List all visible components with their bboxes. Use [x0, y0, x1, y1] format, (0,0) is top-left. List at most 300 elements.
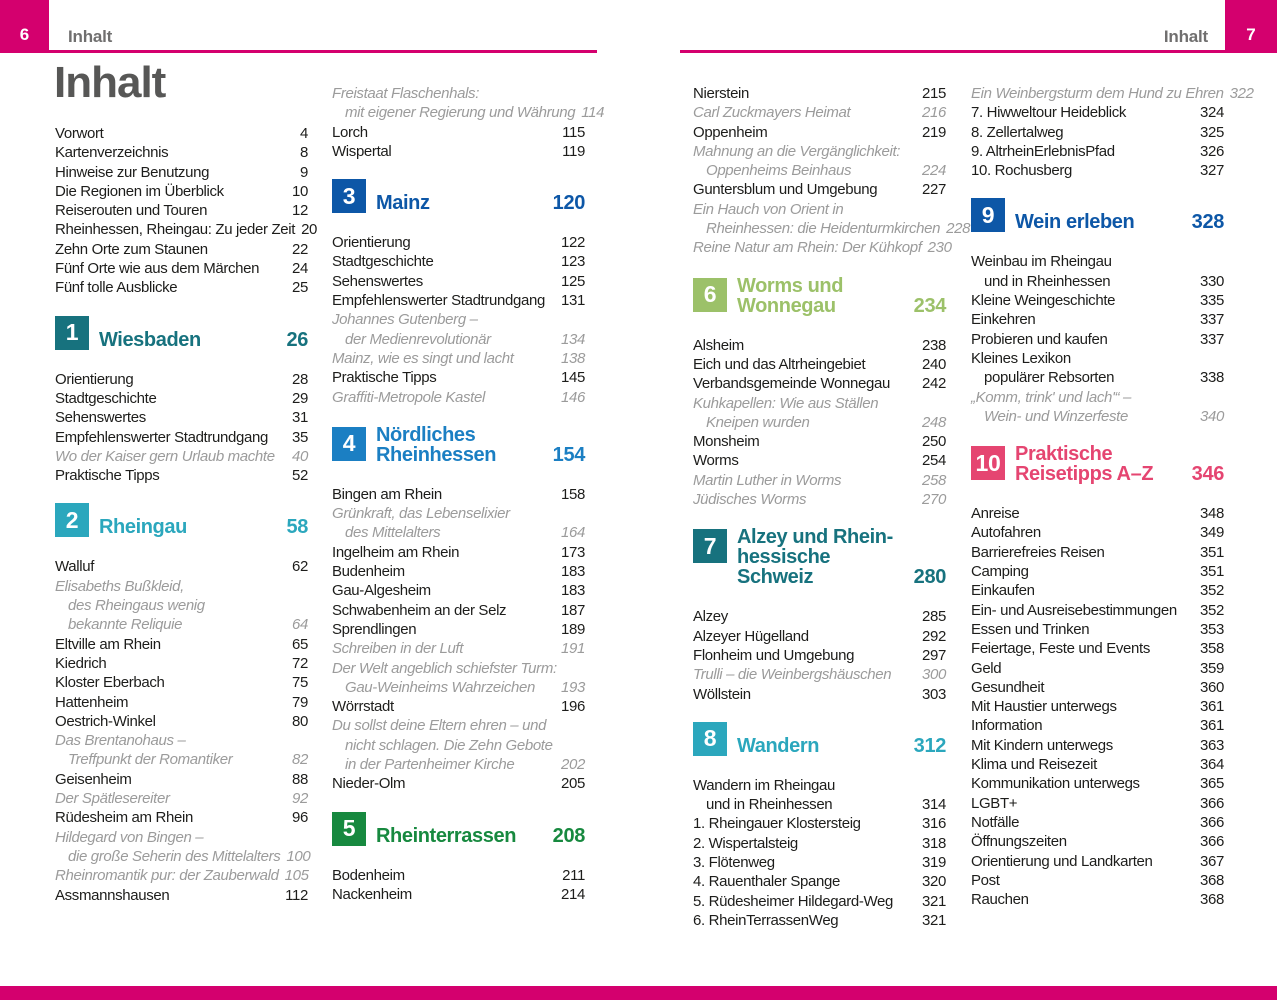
toc-entry	[55, 615, 308, 634]
toc-entry	[332, 252, 585, 271]
toc-entry-text: Lorch	[332, 123, 368, 141]
toc-entry-page: 79	[292, 693, 308, 711]
toc-entry	[55, 220, 318, 239]
toc-entry-text: Ein- und Ausreisebestimmungen	[971, 601, 1177, 619]
chapter-title	[376, 826, 516, 846]
toc-entry-text: Autofahren	[971, 524, 1041, 542]
toc-entry	[971, 774, 1224, 793]
toc-entry-page: 119	[562, 142, 585, 160]
toc-entry-page: 122	[561, 234, 585, 252]
chapter-title-line: Wandern	[737, 734, 820, 757]
toc-entry	[693, 627, 946, 646]
toc-entry	[693, 795, 946, 814]
toc-entry-page: 92	[292, 790, 308, 808]
toc-entry-page: 65	[292, 635, 308, 653]
toc-entry-text: Nierstein	[693, 85, 750, 102]
toc-entry-page: 366	[1200, 794, 1224, 812]
toc-entry	[55, 596, 308, 615]
chapter-title-line: Wonnegau	[737, 294, 836, 317]
toc-entry-text: Einkehren	[971, 311, 1036, 329]
toc-entry-text: Hildegard von Bingen –	[55, 828, 204, 846]
toc-entry-text: mit eigener Regierung und Währung	[345, 104, 576, 122]
toc-entry	[693, 432, 946, 451]
toc-entry-page: 361	[1200, 717, 1224, 735]
toc-entry-text: Assmannshausen	[55, 886, 170, 904]
page-title: Inhalt	[54, 58, 166, 107]
toc-entry	[332, 659, 585, 678]
toc-entry-page: 360	[1200, 678, 1224, 696]
toc-entry-text: Graffiti-Metropole Kastel	[332, 388, 485, 406]
toc-entry	[55, 143, 308, 162]
toc-entry	[693, 84, 946, 103]
toc-entry-page: 35	[292, 428, 308, 446]
toc-entry-text: Carl Zuckmayers Heimat	[693, 104, 851, 122]
toc-entry-page: 363	[1200, 736, 1224, 754]
toc-entry-page: 227	[922, 181, 946, 199]
toc-entry	[693, 834, 946, 853]
toc-entry-page: 29	[292, 389, 308, 407]
toc-entry	[332, 103, 605, 122]
toc-entry	[971, 272, 1224, 291]
chapter-number-badge	[693, 722, 727, 756]
toc-entry-text: Praktische Tipps	[55, 467, 160, 485]
toc-entry-page: 114	[581, 104, 605, 122]
chapter-heading	[693, 722, 946, 756]
toc-entry-page: 367	[1200, 852, 1224, 870]
toc-entry-text: 10. Rochusberg	[971, 162, 1073, 180]
toc-entry-page: 189	[561, 620, 585, 638]
toc-column	[971, 84, 1254, 909]
toc-entry	[55, 259, 308, 278]
toc-entry	[332, 368, 585, 387]
toc-entry	[971, 716, 1224, 735]
toc-column	[693, 84, 971, 930]
toc-entry	[55, 673, 308, 692]
toc-entry-text: Nieder-Olm	[332, 775, 406, 793]
toc-entry-page: 88	[292, 770, 308, 788]
toc-entry-page: 326	[1200, 142, 1224, 160]
toc-entry-text: Alzeyer Hügelland	[693, 627, 809, 645]
toc-entry	[332, 123, 585, 142]
toc-entry	[971, 142, 1224, 161]
toc-entry	[55, 712, 308, 731]
toc-entry	[971, 252, 1224, 271]
toc-entry-text: 2. Wispertalsteig	[693, 834, 798, 852]
toc-entry-text: Johannes Gutenberg –	[332, 311, 478, 329]
chapter-number-badge	[332, 427, 366, 461]
toc-entry-page: 248	[922, 413, 946, 431]
toc-entry	[55, 124, 308, 143]
toc-entry-text: Fünf tolle Ausblicke	[55, 279, 178, 297]
toc-entry	[693, 814, 946, 833]
toc-entry-page: 351	[1200, 543, 1224, 561]
toc-entry-text: Reiserouten und Touren	[55, 202, 208, 220]
chapter-title	[99, 517, 187, 537]
toc-entry	[55, 635, 308, 654]
chapter-page-number: 58	[286, 516, 308, 539]
toc-entry-text: Freistaat Flaschenhals:	[332, 85, 480, 102]
toc-entry-text: Gau-Algesheim	[332, 582, 431, 600]
toc-entry-page: 183	[561, 563, 585, 581]
toc-entry	[332, 388, 585, 407]
toc-entry	[332, 330, 585, 349]
toc-entry-text: LGBT+	[971, 794, 1018, 812]
toc-entry-page: 215	[922, 85, 946, 102]
toc-entry	[693, 238, 952, 257]
toc-entry	[332, 601, 585, 620]
toc-entry	[971, 103, 1224, 122]
toc-entry-page: 228	[946, 220, 971, 238]
toc-entry-text: Camping	[971, 563, 1029, 581]
toc-entry-page: 270	[922, 491, 946, 509]
toc-entry-page: 131	[561, 292, 585, 310]
toc-entry-text: die große Seherin des Mittelalters	[68, 847, 281, 865]
toc-entry	[332, 755, 585, 774]
toc-entry-text: Vorwort	[55, 125, 104, 142]
toc-entry	[971, 639, 1224, 658]
toc-entry	[332, 678, 585, 697]
chapter-number-badge	[693, 529, 727, 563]
toc-entry-text: Kloster Eberbach	[55, 674, 165, 692]
toc-entry-text: Sprendlingen	[332, 620, 417, 638]
toc-entry-text: des Rheingaus wenig	[68, 597, 205, 615]
toc-entry-text: 9. AltrheinErlebnisPfad	[971, 142, 1115, 160]
toc-entry-text: Weinbau im Rheingau	[971, 253, 1112, 271]
toc-entry	[332, 291, 585, 310]
chapter-title-line: Praktische	[1015, 443, 1113, 466]
toc-entry	[693, 646, 946, 665]
toc-entry	[971, 659, 1224, 678]
toc-entry	[971, 832, 1224, 851]
toc-entry	[693, 123, 946, 142]
chapter-number: 9	[981, 201, 995, 228]
toc-entry-text: Kuhkapellen: Wie aus Ställen	[693, 394, 879, 412]
toc-entry-page: 196	[561, 698, 585, 716]
toc-entry	[971, 755, 1224, 774]
chapter-number: 5	[342, 814, 356, 841]
chapter-number-badge	[332, 812, 366, 846]
toc-entry-text: „Komm, trink' und lach'“ –	[971, 388, 1132, 406]
toc-entry-text: Hinweise zur Benutzung	[55, 163, 210, 181]
toc-entry-page: 361	[1200, 698, 1224, 716]
toc-entry-text: Kommunikation unterwegs	[971, 775, 1140, 793]
toc-entry	[693, 103, 946, 122]
toc-entry	[693, 219, 971, 238]
toc-entry	[971, 388, 1224, 407]
toc-entry-text: Kiedrich	[55, 654, 107, 672]
toc-entry	[693, 665, 946, 684]
toc-entry-page: 105	[284, 867, 309, 885]
toc-entry	[971, 407, 1224, 426]
chapter-title-line: Reisetipps A–Z	[1015, 463, 1154, 486]
toc-entry-page: 145	[561, 369, 585, 387]
toc-entry	[55, 278, 308, 297]
toc-entry	[55, 466, 308, 485]
toc-entry-page: 123	[561, 253, 585, 271]
toc-entry-page: 297	[922, 646, 946, 664]
toc-entry-text: Oestrich-Winkel	[55, 712, 156, 730]
toc-entry-page: 292	[922, 627, 946, 645]
toc-entry-text: 8. Zellertalweg	[971, 123, 1064, 141]
toc-entry-text: Kneipen wurden	[706, 413, 810, 431]
toc-entry-page: 12	[292, 202, 308, 220]
chapter-heading	[971, 198, 1224, 232]
toc-entry-text: Fünf Orte wie aus dem Märchen	[55, 260, 260, 278]
toc-entry	[971, 697, 1224, 716]
toc-entry-text: Mit Haustier unterwegs	[971, 698, 1117, 716]
chapter-number-badge	[332, 179, 366, 213]
toc-entry	[693, 355, 946, 374]
toc-entry-page: 348	[1200, 505, 1224, 523]
chapter-page-number: 328	[1191, 211, 1224, 234]
toc-entry-page: 96	[292, 809, 308, 827]
toc-entry	[55, 240, 308, 259]
toc-entry-text: Rüdesheim am Rhein	[55, 809, 193, 827]
toc-entry	[971, 601, 1224, 620]
toc-entry	[693, 911, 946, 930]
toc-entry-text: 1. Rheingauer Klostersteig	[693, 815, 861, 833]
toc-entry-text: Wein- und Winzerfeste	[984, 407, 1128, 425]
toc-entry-page: 366	[1200, 833, 1224, 851]
chapter-heading	[693, 276, 946, 316]
toc-entry-text: Einkaufen	[971, 582, 1035, 600]
toc-entry-page: 300	[922, 666, 946, 684]
toc-entry-page: 64	[292, 616, 308, 634]
toc-entry	[332, 485, 585, 504]
toc-entry-page: 112	[285, 886, 308, 904]
toc-entry	[693, 394, 946, 413]
chapter-page-number: 346	[1191, 463, 1224, 486]
toc-entry	[332, 523, 585, 542]
toc-entry	[971, 852, 1224, 871]
toc-entry-text: Kleine Weingeschichte	[971, 292, 1116, 310]
toc-entry-page: 320	[922, 873, 946, 891]
chapter-title-line: Mainz	[376, 192, 430, 215]
toc-entry-page: 365	[1200, 775, 1224, 793]
toc-entry-text: Alsheim	[693, 336, 744, 354]
toc-entry-page: 115	[562, 123, 585, 141]
chapter-title	[1015, 444, 1153, 484]
toc-entry-text: Mit Kindern unterwegs	[971, 736, 1113, 754]
toc-entry-text: Probieren und kaufen	[971, 330, 1108, 348]
toc-entry	[332, 885, 585, 904]
toc-entry-page: 340	[1200, 407, 1224, 425]
chapter-number: 1	[65, 319, 79, 346]
toc-entry	[332, 736, 585, 755]
toc-entry-text: Essen und Trinken	[971, 620, 1090, 638]
toc-entry	[971, 736, 1224, 755]
toc-entry	[55, 408, 308, 427]
toc-entry-text: Hattenheim	[55, 693, 129, 711]
toc-entry-text: Der Welt angeblich schiefster Turm:	[332, 659, 557, 677]
toc-entry	[332, 349, 585, 368]
toc-entry-text: Der Spätlesereiter	[55, 790, 170, 808]
toc-entry-page: 368	[1200, 891, 1224, 909]
toc-entry-text: Zehn Orte zum Staunen	[55, 240, 208, 258]
toc-entry	[971, 562, 1224, 581]
toc-entry-text: Alzey	[693, 608, 728, 626]
chapter-page-number: 312	[913, 734, 946, 757]
toc-entry-text: Nackenheim	[332, 885, 412, 903]
toc-entry-page: 62	[292, 558, 308, 576]
toc-entry-page: 40	[292, 447, 308, 465]
toc-entry	[55, 808, 308, 827]
toc-entry-page: 338	[1200, 369, 1224, 387]
toc-entry-text: 6. RheinTerrassenWeg	[693, 911, 839, 929]
toc-entry	[971, 310, 1224, 329]
toc-entry-text: Geisenheim	[55, 770, 132, 788]
toc-entry	[971, 581, 1224, 600]
toc-entry-text: Klima und Reisezeit	[971, 756, 1097, 774]
toc-entry-page: 368	[1200, 871, 1224, 889]
toc-entry-page: 80	[292, 712, 308, 730]
toc-entry	[332, 774, 585, 793]
toc-entry-page: 351	[1200, 563, 1224, 581]
toc-entry-page: 22	[292, 240, 308, 258]
toc-entry	[693, 853, 946, 872]
toc-entry-text: Mahnung an die Vergänglichkeit:	[693, 142, 901, 160]
toc-entry-text: Verbandsgemeinde Wonnegau	[693, 375, 890, 393]
toc-entry-text: Flonheim und Umgebung	[693, 646, 855, 664]
toc-entry	[693, 776, 946, 795]
toc-entry	[693, 413, 946, 432]
toc-entry	[971, 504, 1224, 523]
chapter-page-number: 154	[552, 443, 585, 466]
toc-entry-page: 230	[927, 239, 952, 257]
toc-entry-text: Oppenheim	[693, 123, 768, 141]
toc-entry-page: 31	[292, 409, 308, 427]
toc-entry-text: Grünkraft, das Lebenselixier	[332, 505, 510, 523]
toc-entry	[971, 543, 1224, 562]
toc-entry	[332, 581, 585, 600]
toc-entry-text: Ingelheim am Rhein	[332, 543, 460, 561]
toc-entry-page: 322	[1229, 85, 1254, 102]
toc-entry	[332, 639, 585, 658]
toc-entry-page: 72	[292, 654, 308, 672]
toc-entry-text: Anreise	[971, 505, 1020, 523]
toc-entry	[55, 693, 308, 712]
toc-entry-page: 330	[1200, 272, 1224, 290]
chapter-page-number: 26	[286, 328, 308, 351]
toc-entry	[55, 370, 308, 389]
toc-entry	[55, 163, 308, 182]
toc-entry	[693, 180, 946, 199]
chapter-title-line: Rheinterrassen	[376, 824, 517, 847]
toc-entry-page: 202	[561, 756, 585, 774]
chapter-title-line: Nördliches	[376, 423, 476, 446]
toc-entry-text: Post	[971, 871, 1000, 889]
toc-entry-page: 20	[301, 221, 318, 239]
chapter-page-number: 280	[913, 566, 946, 589]
toc-entry	[55, 789, 308, 808]
toc-entry-text: in der Partenheimer Kirche	[345, 756, 515, 774]
toc-entry	[55, 182, 308, 201]
toc-entry-text: Guntersblum und Umgebung	[693, 181, 878, 199]
toc-entry	[693, 607, 946, 626]
toc-entry-text: Gesundheit	[971, 678, 1045, 696]
toc-entry	[693, 374, 946, 393]
chapter-number-badge	[971, 446, 1005, 480]
toc-entry	[55, 389, 308, 408]
chapter-page-number: 208	[552, 824, 585, 847]
toc-entry	[332, 697, 585, 716]
toc-entry	[971, 84, 1254, 103]
toc-column	[332, 84, 605, 904]
toc-entry-text: Wandern im Rheingau	[693, 776, 836, 794]
chapter-number-badge	[55, 503, 89, 537]
toc-entry	[971, 890, 1224, 909]
toc-entry	[55, 847, 311, 866]
toc-entry	[971, 330, 1224, 349]
toc-entry-page: 82	[292, 751, 308, 769]
chapter-heading	[55, 316, 308, 350]
toc-entry	[971, 620, 1224, 639]
toc-entry	[55, 770, 308, 789]
chapter-number-badge	[971, 198, 1005, 232]
toc-entry-page: 224	[922, 162, 946, 180]
running-header-left: Inhalt	[68, 27, 113, 46]
toc-entry	[55, 428, 308, 447]
toc-entry-page: 242	[922, 375, 946, 393]
toc-entry	[332, 272, 585, 291]
toc-entry	[332, 310, 585, 329]
toc-entry-page: 366	[1200, 813, 1224, 831]
toc-entry	[55, 828, 308, 847]
toc-entry-page: 138	[561, 349, 585, 367]
toc-entry-text: Rheinhessen, Rheingau: Zu jeder Zeit	[55, 221, 296, 239]
toc-entry-text: Martin Luther in Worms	[693, 471, 842, 489]
toc-entry-page: 164	[561, 524, 585, 542]
toc-entry-text: Budenheim	[332, 563, 405, 581]
chapter-heading	[971, 444, 1224, 484]
toc-entry-page: 193	[561, 678, 585, 696]
toc-entry	[55, 866, 308, 885]
toc-entry-page: 25	[292, 279, 308, 297]
chapter-title	[99, 330, 201, 350]
toc-entry-page: 214	[561, 885, 585, 903]
chapter-title	[737, 736, 819, 756]
toc-entry-text: bekannte Reliquie	[68, 616, 183, 634]
toc-entry	[971, 523, 1224, 542]
toc-entry-page: 134	[561, 330, 585, 348]
toc-entry	[971, 291, 1224, 310]
toc-entry-text: Sehenswertes	[55, 409, 146, 427]
toc-entry	[332, 142, 585, 161]
chapter-title	[376, 193, 430, 213]
chapter-number: 3	[342, 182, 356, 209]
toc-entry	[693, 872, 946, 891]
chapter-page-number: 120	[552, 192, 585, 215]
toc-entry-page: 325	[1200, 123, 1224, 141]
toc-entry-page: 216	[922, 104, 946, 122]
toc-entry-page: 250	[922, 433, 946, 451]
chapter-title	[1015, 212, 1134, 232]
toc-entry-text: Eich und das Altrheingebiet	[693, 355, 866, 373]
toc-entry	[971, 161, 1224, 180]
toc-entry-page: 349	[1200, 524, 1224, 542]
toc-entry-text: Empfehlenswerter Stadtrundgang	[332, 292, 545, 310]
toc-entry-page: 211	[562, 866, 585, 884]
toc-entry-text: Praktische Tipps	[332, 369, 437, 387]
page-number-left: 6	[19, 25, 30, 44]
toc-entry	[332, 84, 585, 103]
chapter-heading	[332, 812, 585, 846]
toc-entry	[693, 892, 946, 911]
toc-entry-page: 100	[286, 847, 311, 865]
toc-entry	[971, 813, 1224, 832]
toc-entry	[693, 142, 946, 161]
toc-entry-page: 52	[292, 467, 308, 485]
